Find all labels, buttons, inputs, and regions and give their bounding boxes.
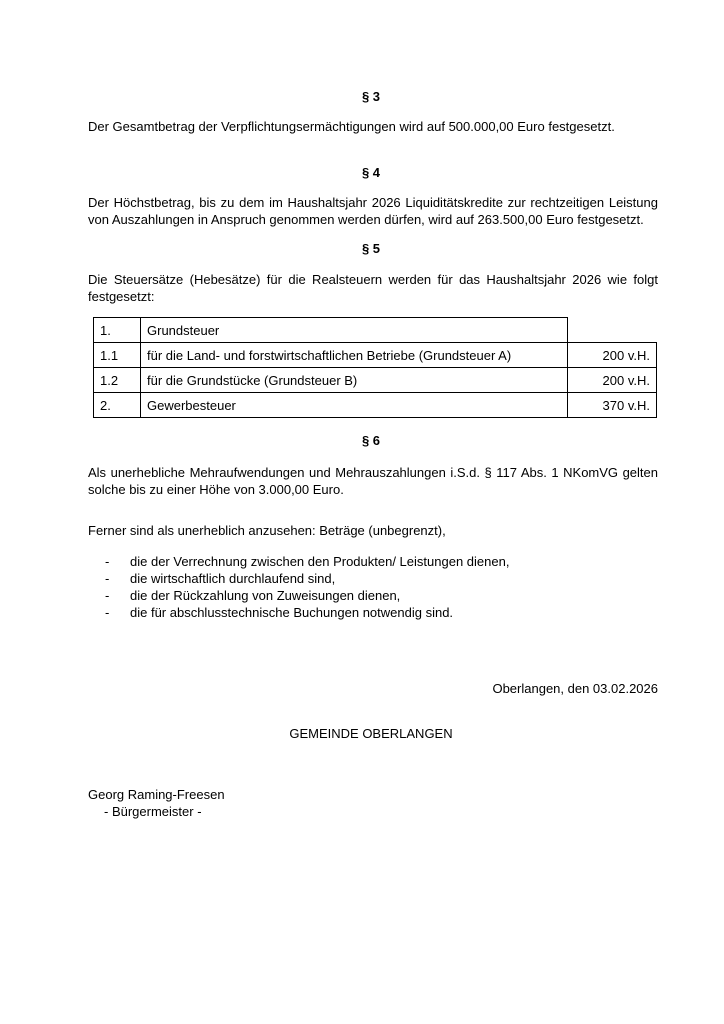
- row-label: für die Grundstücke (Grundsteuer B): [141, 368, 568, 393]
- row-label: für die Land- und forstwirtschaftlichen Betriebe (Grundsteuer A): [141, 343, 568, 368]
- row-label: Gewerbesteuer: [141, 393, 568, 418]
- row-number: 2.: [94, 393, 141, 418]
- table-row: [94, 393, 657, 418]
- row-value: 200 v.H.: [568, 368, 657, 393]
- place-and-date: Oberlangen, den 03.02.2026: [492, 681, 658, 696]
- table-row: [94, 343, 657, 368]
- list-dash: -: [105, 605, 110, 620]
- row-number: 1.: [94, 318, 141, 343]
- section-4-heading: § 4: [361, 165, 381, 180]
- list-item: [105, 604, 509, 621]
- row-label: Grundsteuer: [141, 318, 568, 343]
- table-row: [94, 318, 657, 343]
- municipality-name: GEMEINDE OBERLANGEN: [289, 726, 453, 741]
- irrelevance-intro: Ferner sind als unerheblich anzusehen: Beträge (unbegrenzt),: [88, 523, 446, 538]
- row-number: 1.2: [94, 368, 141, 393]
- list-dash: -: [105, 571, 110, 586]
- row-value: [568, 318, 657, 343]
- section-3-text: Der Gesamtbetrag der Verpflichtungsermächtigungen wird auf 500.000,00 Euro festgesetzt.: [88, 119, 615, 134]
- list-item-text: die für abschlusstechnische Buchungen notwendig sind.: [130, 605, 454, 620]
- signatory-name: Georg Raming-Freesen: [88, 787, 225, 802]
- list-dash: -: [105, 554, 110, 569]
- list-item-text: die wirtschaftlich durchlaufend sind,: [130, 571, 336, 586]
- section-6-heading: § 6: [361, 433, 381, 448]
- row-number: 1.1: [94, 343, 141, 368]
- section-6-text-line2: solche bis zu einer Höhe von 3.000,00 Euro.: [88, 482, 344, 497]
- section-5-heading: § 5: [361, 241, 381, 256]
- section-5-text-line2: festgesetzt:: [88, 289, 155, 304]
- list-item-text: die der Rückzahlung von Zuweisungen dienen,: [130, 588, 401, 603]
- section-3-heading: § 3: [361, 89, 381, 104]
- row-value: 200 v.H.: [568, 343, 657, 368]
- list-item: [105, 570, 509, 587]
- list-dash: -: [105, 588, 110, 603]
- tax-rate-table: [93, 317, 657, 418]
- list-item: [105, 587, 509, 604]
- section-4-text-line1: Der Höchstbetrag, bis zu dem im Haushaltsjahr 2026 Liquiditätskredite zur rechtzeitigen Leistung: [88, 195, 658, 210]
- row-value: 370 v.H.: [568, 393, 657, 418]
- list-item-text: die der Verrechnung zwischen den Produkten/ Leistungen dienen,: [130, 554, 510, 569]
- section-5-text-line1: Die Steuersätze (Hebesätze) für die Realsteuern werden für das Haushaltsjahr 2026 wie folgt: [88, 272, 658, 287]
- irrelevance-list: [105, 553, 509, 621]
- section-4-text-line2: von Auszahlungen in Anspruch genommen werden dürfen, wird auf 263.500,00 Euro festgesetzt.: [88, 212, 644, 227]
- signatory-title: - Bürgermeister -: [104, 804, 202, 819]
- section-6-text-line1: Als unerhebliche Mehraufwendungen und Mehrauszahlungen i.S.d. § 117 Abs. 1 NKomVG gelten: [88, 465, 658, 480]
- list-item: [105, 553, 509, 570]
- table-row: [94, 368, 657, 393]
